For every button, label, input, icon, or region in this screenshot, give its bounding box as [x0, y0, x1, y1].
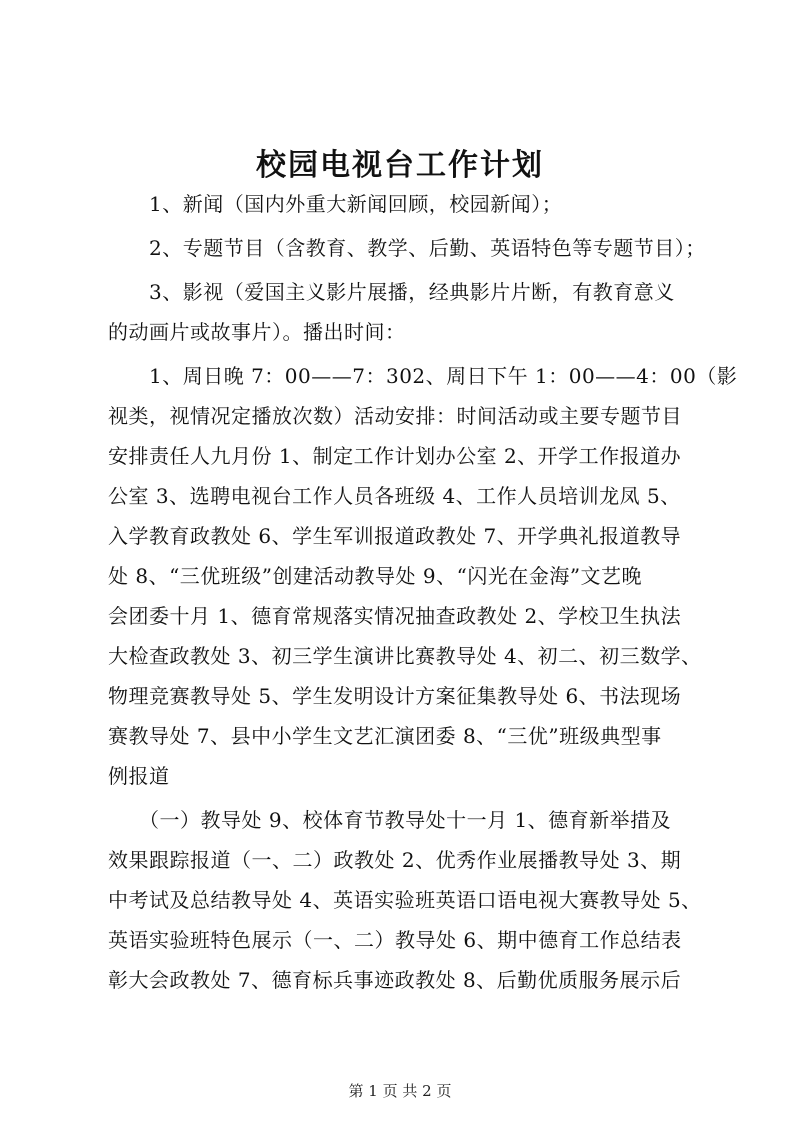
paragraph — [108, 184, 708, 224]
document-title: 校园电视台工作计划 — [256, 148, 544, 183]
paragraph — [108, 272, 708, 352]
text-line: 1、周日晚 7：00——7：302、周日下午 1：00——4：00（影 — [108, 364, 738, 388]
text-line: 英语实验班特色展示（一、二）教导处 6、期中德育工作总结表 — [108, 928, 682, 952]
text-line: 彰大会政教处 7、德育标兵事迹政教处 8、后勤优质服务展示后 — [108, 968, 682, 992]
text-line: 赛教导处 7、县中小学生文艺汇演团委 8、“三优”班级典型事 — [108, 724, 662, 748]
text-line: 物理竞赛教导处 5、学生发明设计方案征集教导处 6、书法现场 — [108, 684, 682, 708]
page-footer: 第 1 页 共 2 页 — [348, 1082, 452, 1100]
text-line: 中考试及总结教导处 4、英语实验班英语口语电视大赛教导处 5、 — [108, 888, 702, 912]
paragraph — [108, 800, 708, 1000]
text-line: （一）教导处 9、校体育节教导处十一月 1、德育新举措及 — [108, 808, 672, 832]
text-line: 的动画片或故事片）。播出时间： — [108, 320, 406, 344]
text-line: 2、专题节目（含教育、教学、后勤、英语特色等专题节目）； — [108, 236, 706, 260]
text-line: 效果跟踪报道（一、二）政教处 2、优秀作业展播教导处 3、期 — [108, 848, 682, 872]
text-line: 例报道 — [108, 764, 170, 788]
text-line: 会团委十月 1、德育常规落实情况抽查政教处 2、学校卫生执法 — [108, 604, 682, 628]
text-line: 1、新闻（国内外重大新闻回顾，校园新闻）； — [108, 192, 563, 216]
text-line: 大检查政教处 3、初三学生演讲比赛教导处 4、初二、初三数学、 — [108, 644, 702, 668]
text-line: 视类，视情况定播放次数）活动安排：时间活动或主要专题节目 — [108, 404, 682, 428]
text-line: 公室 3、选聘电视台工作人员各班级 4、工作人员培训龙凤 5、 — [108, 484, 681, 508]
text-line: 处 8、“三优班级”创建活动教导处 9、“闪光在金海”文艺晚 — [108, 564, 643, 588]
document-body — [108, 184, 738, 1004]
text-line: 3、影视（爱国主义影片展播，经典影片片断，有教育意义 — [108, 280, 675, 304]
paragraph — [108, 356, 738, 796]
text-line: 安排责任人九月份 1、制定工作计划办公室 2、开学工作报道办 — [108, 444, 682, 468]
paragraph — [108, 228, 708, 268]
text-line: 入学教育政教处 6、学生军训报道政教处 7、开学典礼报道教导 — [108, 524, 682, 548]
